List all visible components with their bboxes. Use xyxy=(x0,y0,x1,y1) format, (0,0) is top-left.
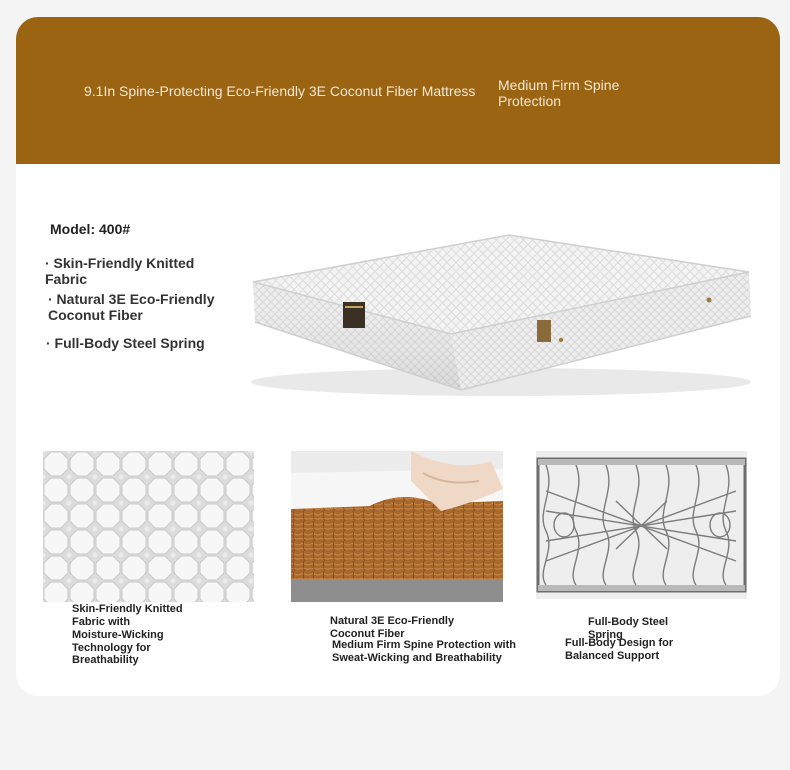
steel-spring-image xyxy=(536,451,747,599)
feature-coconut: · Natural 3E Eco-Friendly Coconut Fiber xyxy=(48,291,215,323)
coconut-title: Natural 3E Eco-Friendly Coconut Fiber xyxy=(330,615,455,640)
banner-subtitle: Medium Firm Spine Protection xyxy=(498,77,620,109)
fabric-title: Skin-Friendly Knitted Fabric with xyxy=(72,603,183,628)
product-card xyxy=(16,17,780,696)
spring-description: Full-Body Design for Balanced Support xyxy=(565,637,674,662)
feature-spring: · Full-Body Steel Spring xyxy=(46,335,205,351)
coconut-description: Medium Firm Spine Protection with Sweat-Wicking and Breathability xyxy=(332,639,516,664)
spring-title: Full-Body Steel Spring xyxy=(588,616,669,641)
fabric-description: Moisture-Wicking Technology for Breathability xyxy=(72,629,164,666)
banner-title: 9.1In Spine-Protecting Eco-Friendly 3E Coconut Fiber Mattress xyxy=(84,83,476,99)
mattress-image xyxy=(231,222,756,407)
model-label: Model: 400# xyxy=(50,221,131,237)
coconut-fiber-image xyxy=(291,451,503,602)
quilted-fabric-image xyxy=(43,451,254,602)
feature-fabric: · Skin-Friendly Knitted Fabric xyxy=(45,255,195,287)
title-banner xyxy=(16,17,780,164)
